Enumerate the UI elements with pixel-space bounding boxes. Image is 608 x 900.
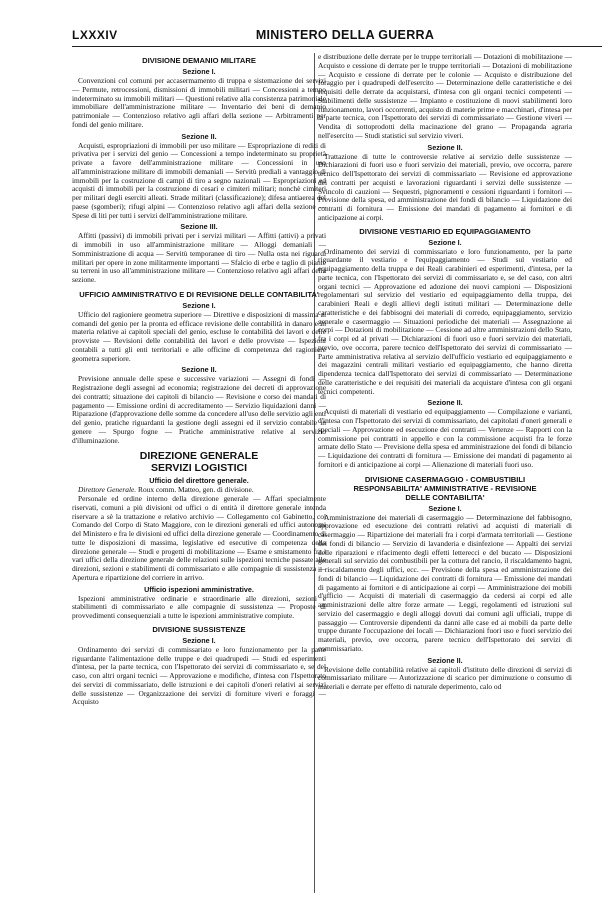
ufficio-direttore-heading: Ufficio del direttore generale.: [149, 476, 249, 486]
page-number: LXXXIV: [72, 28, 118, 42]
director-label: Direttore Generale.: [78, 485, 137, 495]
paragraph: Revisione delle contabilità relative ai capitoli d'istituto delle direzioni di servizi di commissariato militare — Autorizzazione di scarico per diminuzione o consumo di materiali e derrate per effetto di naturale deperimento, calo od: [318, 664, 572, 691]
paragraph: Ispezioni amministrative ordinarie e straordinarie alle direzioni, sezioni e stabilimenti di commissariato e alle compagnie di sussistenza — Proposte di provvedimenti consequenziali a tutte le ispezioni amministrative compiute.: [72, 593, 326, 620]
paragraph: Ordinamento dei servizi di commissariato e loro funzionamento per la parte riguardante l'alimentazione delle truppe e dei quadrupedi — Studi ed esperimenti d'intesa, per la parte tecnica, con l'Ispettorato dei servizi di commissariato e, se del caso, con altri organi tecnici — Approvazione e modifiche, d'intesa con l'Ispettorato dei servizi di commissariato, delle istruzioni e dei capitoli d'oneri relativi ai servizi delle sussistenze — Organizzazione dei servizi di forniture viveri e foraggi — Acquisto: [72, 644, 326, 707]
section-title-amministrativo: UFFICIO AMMINISTRATIVO E DI REVISIONE DELLE CONTABILITA': [79, 289, 319, 299]
subsection-heading: Sezione III.: [180, 222, 218, 232]
subsection-heading: Sezione I.: [182, 635, 216, 645]
subsection-heading: Sezione II.: [181, 365, 217, 375]
section-title-demanio: DIVISIONE DEMANIO MILITARE: [142, 56, 256, 65]
casermaggio-title-line1: DIVISIONE CASERMAGGIO - COMBUSTIBILI: [364, 474, 526, 484]
right-column: [318, 53, 572, 893]
paragraph: Ordinamento dei servizi di commissariato e loro funzionamento, per la parte riguardante il vestiario e l'equipaggiamento — Studi sul vestiario ed equipaggiamento della truppa e dei Reali carabinieri ed esperimenti, d'intesa, per la parte tecnica, con l'Ispettorato dei servizi di commissariato e, se del caso, con altri organi tecnici — Approvazione ed adozione dei nuovi campioni — Disposizioni regolamentari sul servizio del vestiario ed equipaggiamento della truppa, dei carabinieri Reali e degli allievi degli istituti militari — Determinazione delle caratteristiche e dei fabbisogni dei materiali di corredo, equipaggiamento, servizio generale e casermaggio — Situazioni periodiche dei materiali — Assegnazione ai corpi — Dotazioni di mobilitazione — Cessione ad altre amministrazioni dello Stato, fra i corpi ed al privati — Dichiarazioni di fuori uso e fuori servizio dei materiali, previo, ove occorra, parere tecnico dell'Ispettorato dei servizi di commissariato — Parte amministrativa relativa al servizio dell'ufficio vestiario ed equipaggiamento e dei magazzini centrali militari vestiario ed equipaggiamento, che hanno diretta dipendenza tecnica dall'Ispettorato dei servizi di commissariato — Determinazione delle caratteristiche e dei requisiti dei materiali da acquistare d'intesa con gli organi tecnici competenti.: [318, 246, 572, 396]
paragraph: Acquisti, espropriazioni di immobili per uso militare — Espropriazione di rediti di privativa per i servizi del genio — Concessioni a tempo indeterminato su proprietà private a favore dell'amministrazione militare — Concessioni in uso all'amministrazione militare di immobili demaniali — Servitù prediali a vantaggio di immobili per la costruzione di campi di tiro a segno nazionali — Espropriazioni ed acquisti di immobili per la costruzione di cesari e cimiteri militari; nonchè cimiteri per militari degli eserciti alleati. Strade militari (classificazione); difesa antiaerea del paese (sgomberi); rifugi alpini — Contenzioso relativo agli affari della sezione — Spese di liti per tutti i servizi dell'amministrazione militare.: [72, 140, 326, 220]
paragraph: Personale ed ordine interno della direzione generale — Affari specialmente riservati, comuni a più divisioni od uffici o di entità il direttore generale intenda riservare a sè la trattazione e relativo archivio — Collegamento col Gabinetto, col Comando del Corpo di Stato Maggiore, con le direzioni generali ed uffici autonomi del Ministero e fra le divisioni ed uffici della direzione generale — Coordinamento di tutte le disposizioni di massima, legislative ed esecutive di competenza della direzione generale — Studi e progetti di mobilitazione — Esame e smistamento fra i vari uffici della direzione generale delle relazioni sulle ispezioni tecniche passate alle direzioni, sezioni e stabilimenti di commissariato e alle compagnie di sussistenza — Apertura e ripartizione del corriere in arrivo.: [72, 494, 326, 582]
paragraph: Affitti (passivi) di immobili privati per i servizi militari — Affitti (attivi) a privati di immobili in uso all'amministrazione militare — Alloggi demaniali — Somministrazione di acqua — Servitù temporanee di tiro — Nulla osta nei riguardi militari per opere in zone militarmente importanti — Sfalcio di erbe e taglio di piante su terreni in uso all'amministrazione militare — Contenzioso relativo agli affari della sezione.: [72, 231, 326, 284]
section-title-vestiario: DIVISIONE VESTIARIO ED EQUIPAGGIAMENTO: [359, 226, 531, 236]
subsection-heading: Sezione II.: [181, 131, 217, 141]
paragraph: Convenzioni col comuni per accasermamento di truppa e sistemazione dei servizi — Permute, retrocessioni, dismissioni di immobili militari — Concessioni a tempo indeterminato su immobili militari — Questioni relative alla consistenza patrimoniale immobiliare dell'amministrazione militare — Inventario dei beni di demanio patrimoniale — Contenzioso relativo agli affari della sezione — Arbitramenti per fondi del genio militare.: [72, 76, 326, 129]
paragraph: Previsione annuale delle spese e successive variazioni — Assegni di fondi — Registrazione degli assegni ad economia; registrazione dei decreti di approvazione dei contratti; situazione dei capitoli di bilancio — Revisione e corso dei mandati di pagamento — Emissione ordini di accreditamento — Servizio liquidazioni danni — Riparazione (d'approvazione delle somme da concedere all'uso delle servizio agli enti del genio, pratiche riguardanti la gestione degli assegni ed il servizio contabile in genere — Spurgo fogne — Pratiche amministrative relative al servizio d'illuminazione.: [72, 374, 326, 445]
director-name: Roux comm. Matteo, gen. di divisione.: [138, 485, 254, 495]
casermaggio-title-line2: RESPONSABILITA' AMMINISTRATIVE - REVISIONE: [353, 483, 537, 493]
subsection-heading: Sezione I.: [428, 503, 462, 513]
subsection-heading: Sezione II.: [427, 655, 463, 665]
paragraph: Ufficio del ragioniere geometra superiore — Direttive e disposizioni di massima ai comandi del genio per la pronta ed efficace revisione delle contabilità in danaro e in materia relative ai capitoli speciali del genio, escluse le contabilità dei lavori e delle provviste — Revisioni delle contabilità dei lavori e delle provviste — Ispezioni contabili a tutti gli enti territoriali e alle officine di competenza del ragioniere geometra superiore.: [72, 309, 326, 363]
paragraph: Trattazione di tutte le controversie relative ai servizio delle sussistenze — Dichiarazioni di fuori uso e fuori servizio dei materiali, previo, ove occorra, parere tecnico dell'Ispettorato dei servizi di commissariato — Revisione ed approvazione dei contratti per acquisti e lavorazioni riguardanti i servizi delle sussistenze — Svincolo di cauzioni — Sequestri, pignoramenti e cessioni riguardanti i fornitori — Previsione della spesa, ed amministrazione dei fondi di bilancio — Liquidazione dei contratti di fornitura — Emissione dei mandati di pagamento ai fornitori e di anticipazione ai corpi.: [318, 151, 572, 222]
subsection-heading: Sezione II.: [427, 142, 463, 152]
direzione-title-line1: DIREZIONE GENERALE: [139, 450, 259, 463]
ispezioni-heading: Ufficio ispezioni amministrative.: [144, 584, 254, 594]
subsection-heading: Sezione I.: [182, 67, 216, 76]
page-header: [72, 28, 608, 46]
paragraph: Amministrazione dei materiali di casermaggio — Determinazione del fabbisogno, approvazione ed esecuzione dei contratti relativi ad acquisti di materiali di casermaggio — Ripartizione dei materiali fra i corpi d'armata territoriali — Gestione dei fondi di bilancio — Servizio di lavanderia e disinfezione — Appalti dei servizi delle riparazioni e rifacimento degli effetti letterecci e del bucato — Disposizioni generali sul servizio dei combustibili per la cottura del rancio, il riscaldamento bagni, il riscaldamento degli uffici, ecc. — Previsione della spesa ed amministrazione dei fondi di bilancio — Liquidazione dei contratti di fornitura — Emissione dei mandati di pagamento ai fornitori e di anticipazione ai corpi — Amministrazione dei mobili d'ufficio — Acquisti di materiali di casermaggio da cedersi ai corpi ed alle amministrazioni delle altre forze armate — Leggi, regolamenti ed istruzioni sul servizio del casermaggio e degli alloggi dovuti dai comuni agli ufficiali, truppe di passaggio — Controversie dipendenti da danni alle case ed ai mobili da parte delle truppe durante l'occupazione dei locali — Dichiarazioni fuori uso e fuori servizio dei materiali, previo, ove occorra, parere tecnico dell'Ispettorato dei servizi di commissariato.: [318, 512, 572, 653]
section-title-sussistenze: DIVISIONE SUSSISTENZE: [152, 624, 246, 634]
header-rule: [72, 46, 602, 47]
subsection-heading: Sezione II.: [427, 398, 463, 408]
left-column: [72, 53, 326, 893]
direzione-title-line2: SERVIZI LOGISTICI: [150, 462, 248, 475]
running-title: MINISTERO DELLA GUERRA: [255, 28, 435, 42]
paragraph-continued: e distribuzione delle derrate per le truppe territoriali — Dotazioni di mobilitazione — Acquisto e cessione di derrate per le truppe territoriali — Dotazioni di mobilitazione — Acquisto e cessione di derrate per le colonie — Acquisto e distribuzione del foraggio per i quadrupedi dell'esercito — Determinazione delle caratteristiche e dei requisiti delle derrate da acquistarsi, d'intesa con gli organi tecnici competenti — Stabilimenti delle sussistenze — Impianto e costituzione di nuovi stabilimenti loro funzionamento, lavori occorrenti, acquisto di materie prime e macchinari, d'intesa per la parte tecnica, con l'Ispettorato dei servizi di commissariato — Gestione viveri — Vendita di sottoprodotti della macinazione del grano — Propaganda agraria nell'esercito — Studi statistici sul servizio viveri.: [318, 53, 572, 140]
subsection-heading: Sezione I.: [182, 300, 216, 310]
casermaggio-title-line3: DELLE CONTABILITA': [405, 492, 485, 502]
paragraph: Acquisti di materiali di vestiario ed equipaggiamento — Compilazione e varianti, d'intesa con l'Ispettorato dei servizi di commissariato, dei capitolati d'oneri generali e speciali — Approvazione ed esecuzione dei contratti — Vertenze — Rapporti con la commissione pei contratti in appello e con la commissione acquisti fra le forze armate dello Stato — Previsione della spesa ed amministrazione dei fondi di bilancio — Liquidazione dei contratti di fornitura — Emissione dei mandati di pagamento ai fornitori e di anticipazione ai corpi — Alienazione di materiali fuori uso.: [318, 407, 572, 469]
subsection-heading: Sezione I.: [428, 237, 462, 247]
